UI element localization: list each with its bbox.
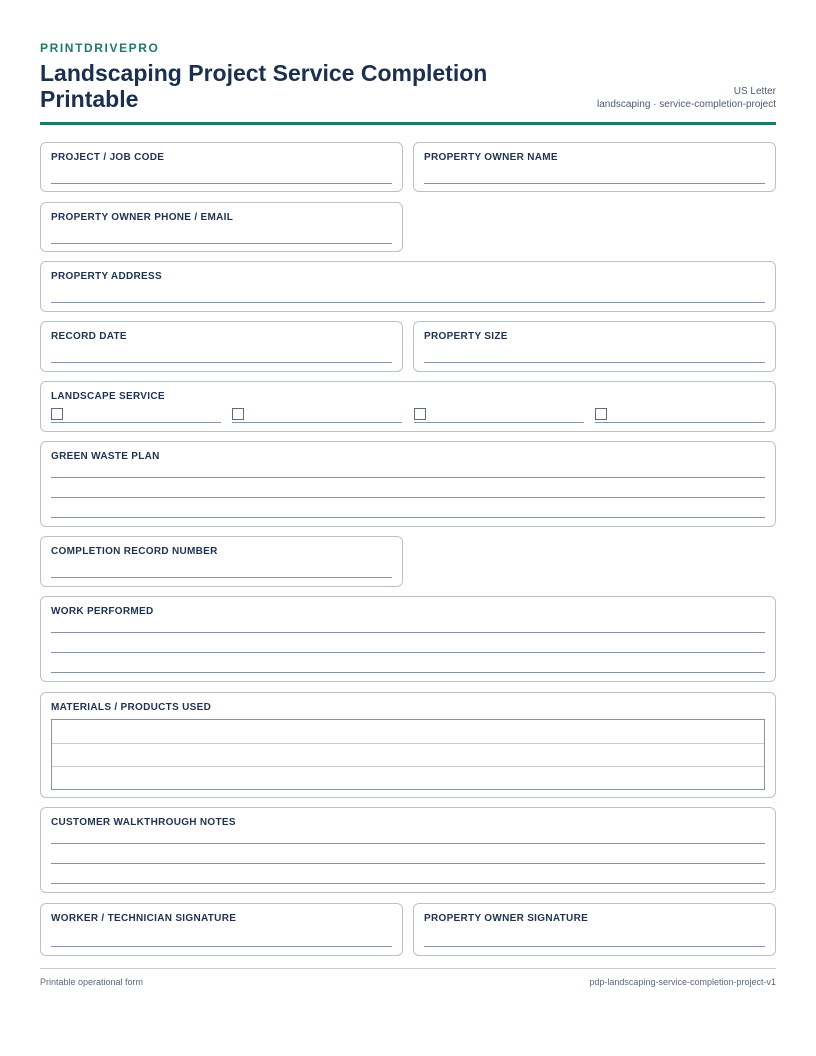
page-title: Landscaping Project Service Completion Printable <box>40 60 488 112</box>
field-label: MATERIALS / PRODUCTS USED <box>51 702 212 713</box>
field-label: COMPLETION RECORD NUMBER <box>51 546 218 557</box>
checkbox[interactable] <box>414 408 426 420</box>
field-label: GREEN WASTE PLAN <box>51 451 160 462</box>
write-line[interactable] <box>232 422 402 423</box>
write-line[interactable] <box>51 422 221 423</box>
materials-table[interactable] <box>51 719 765 790</box>
table-row-divider <box>52 743 764 744</box>
write-line[interactable] <box>51 632 765 633</box>
write-line[interactable] <box>51 843 765 844</box>
field-label: PROPERTY SIZE <box>424 331 508 342</box>
write-line[interactable] <box>51 577 392 578</box>
checkbox[interactable] <box>232 408 244 420</box>
footer-left-text: Printable operational form <box>40 977 144 987</box>
write-line[interactable] <box>51 302 765 303</box>
checkbox[interactable] <box>51 408 63 420</box>
write-line[interactable] <box>424 183 765 184</box>
field-label: PROPERTY OWNER SIGNATURE <box>424 913 589 924</box>
checkbox[interactable] <box>595 408 607 420</box>
field-label: PROPERTY ADDRESS <box>51 271 162 282</box>
write-line[interactable] <box>51 477 765 478</box>
paper-size: US Letter <box>733 86 776 97</box>
work-performed-field[interactable] <box>40 596 776 682</box>
write-line[interactable] <box>51 652 765 653</box>
completion-record-number-field[interactable] <box>40 536 403 587</box>
owner-signature-field[interactable] <box>413 903 776 956</box>
service-option-2[interactable] <box>232 408 402 422</box>
worker-signature-field[interactable] <box>40 903 403 956</box>
write-line[interactable] <box>51 362 392 363</box>
service-option-3[interactable] <box>414 408 584 422</box>
checkbox-group <box>51 408 765 422</box>
materials-used-field <box>40 692 776 798</box>
landscape-service-field <box>40 381 776 432</box>
footer-form-id: pdp-landscaping-service-completion-project-v1 <box>589 977 776 987</box>
green-waste-plan-field[interactable] <box>40 441 776 527</box>
document-meta <box>597 85 776 111</box>
form-page <box>40 0 776 1056</box>
signature-line[interactable] <box>424 946 765 947</box>
write-line[interactable] <box>51 183 392 184</box>
service-option-4[interactable] <box>595 408 765 422</box>
signature-line[interactable] <box>51 946 392 947</box>
walkthrough-notes-field[interactable] <box>40 807 776 893</box>
write-line[interactable] <box>51 517 765 518</box>
header-divider <box>40 122 776 125</box>
write-line[interactable] <box>51 497 765 498</box>
field-label: LANDSCAPE SERVICE <box>51 391 165 402</box>
write-line[interactable] <box>414 422 584 423</box>
write-line[interactable] <box>424 362 765 363</box>
field-label: PROPERTY OWNER PHONE / EMAIL <box>51 212 234 223</box>
write-line[interactable] <box>51 883 765 884</box>
field-label: PROJECT / JOB CODE <box>51 152 165 163</box>
owner-name-field[interactable] <box>413 142 776 192</box>
field-label: WORKER / TECHNICIAN SIGNATURE <box>51 913 237 924</box>
write-line[interactable] <box>595 422 765 423</box>
property-size-field[interactable] <box>413 321 776 372</box>
service-option-1[interactable] <box>51 408 221 422</box>
brand-logo-text: PRINTDRIVEPRO <box>40 41 160 55</box>
document-tags: landscaping · service-completion-project <box>597 99 776 110</box>
owner-contact-field[interactable] <box>40 202 403 252</box>
write-line[interactable] <box>51 863 765 864</box>
field-label: CUSTOMER WALKTHROUGH NOTES <box>51 817 236 828</box>
field-label: WORK PERFORMED <box>51 606 154 617</box>
write-line[interactable] <box>51 672 765 673</box>
table-row-divider <box>52 766 764 767</box>
property-address-field[interactable] <box>40 261 776 312</box>
field-label: RECORD DATE <box>51 331 127 342</box>
field-label: PROPERTY OWNER NAME <box>424 152 558 163</box>
footer-divider <box>40 968 776 969</box>
project-code-field[interactable] <box>40 142 403 192</box>
record-date-field[interactable] <box>40 321 403 372</box>
write-line[interactable] <box>51 243 392 244</box>
